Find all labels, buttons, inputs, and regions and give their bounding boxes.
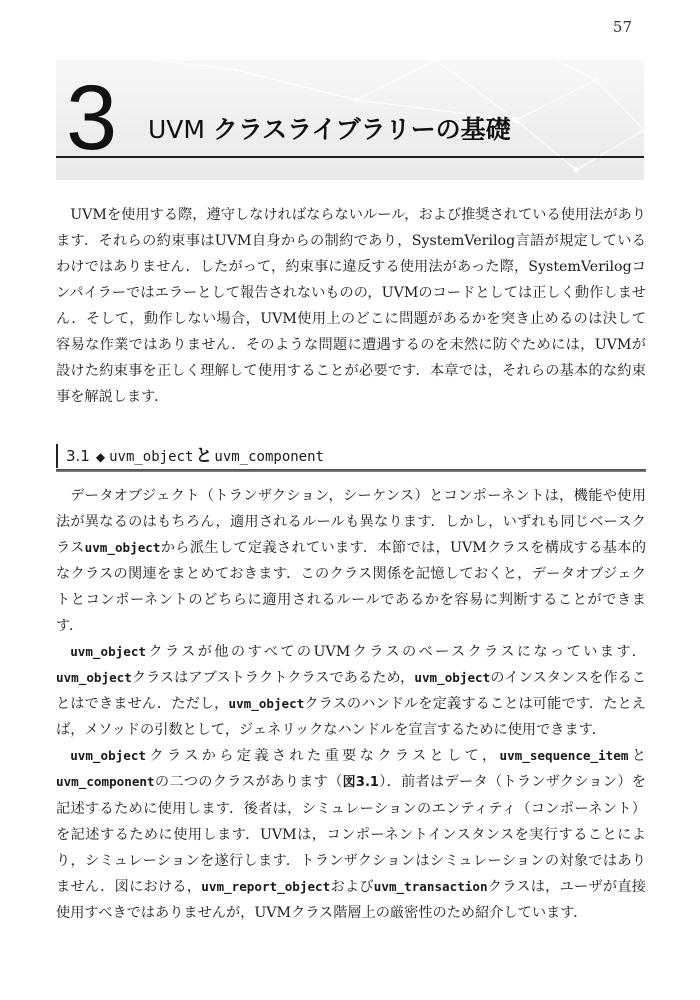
chapter-number: 3 [66, 67, 116, 169]
p3-text-d: ）．前者はデータ（トランザクション）を記述するために使用します．後者は，シミュレーションのエンティティ（コンポーネント）を記述するために使用します．UVMは，コンポーネントインスタンスを実行することにより，シミュレーションを遂行します．トランザクションはシミュレーションの対象ではありません．図における， [56, 774, 646, 895]
section-rule [56, 469, 646, 472]
p3-code-3: uvm_component [56, 774, 155, 789]
p1-code-1: uvm_object [84, 540, 161, 555]
p3-code-2: uvm_sequence_item [499, 748, 629, 763]
p2-code-3: uvm_object [414, 670, 491, 685]
chapter-rule [56, 156, 644, 158]
p3-text-c: の二つのクラスがあります（ [154, 774, 343, 790]
p2-code-2: uvm_object [56, 670, 132, 685]
section-heading [56, 440, 646, 468]
p2-text-c: のインスタンスを作ることはできません．ただし， [56, 670, 646, 712]
chapter-title-jp: クラスライブラリーの基礎 [212, 115, 511, 144]
p3-text-a: クラスから定義された重要なクラスとして， [146, 748, 500, 764]
p3-text-f: クラスは，ユーザが直接使用すべきではありませんが，UVMクラス階層上の厳密性のため紹介しています． [56, 879, 646, 921]
p3-code-1: uvm_object [70, 748, 147, 763]
paragraph-3 [56, 743, 646, 926]
p3-text-e: および [330, 879, 374, 895]
p1-text-a: データオブジェクト（トランザクション，シーケンス）とコンポーネントは，機能や使用法が異なるのはもちろん，適用されるルールも異なります．しかし，いずれも同じベースクラス [56, 488, 646, 556]
p2-code-1: uvm_object [70, 644, 147, 659]
section-joiner: と [195, 446, 213, 466]
p2-code-4: uvm_object [228, 696, 305, 711]
figure-reference: 図3.1 [342, 775, 379, 790]
p2-text-a: クラスが他のすべてのUVMクラスのベースクラスになっています． [146, 644, 646, 660]
diamond-icon: ◆ [95, 450, 106, 464]
intro-paragraph [56, 202, 646, 410]
chapter-title [148, 113, 511, 147]
page-number: 57 [612, 18, 632, 36]
p2-text-b: クラスはアブストラクトクラスであるため， [131, 670, 415, 686]
p1-text-b: から派生して定義されています．本節では，UVMクラスを構成する基本的なクラスの関連をまとめておきます．このクラス関係を記憶しておくと，データオブジェクトとコンポーネントのどちらに適用されるルールであるかを容易に判断することができます． [56, 540, 647, 634]
p3-code-4: uvm_report_object [201, 879, 331, 894]
section-code-b: uvm_component [214, 449, 324, 465]
p3-text-b: と [628, 748, 646, 764]
paragraph-1 [56, 483, 646, 639]
section-code-a: uvm_object [109, 449, 194, 465]
paragraph-2 [56, 639, 646, 743]
section-bar [56, 444, 58, 468]
intro-text: UVMを使用する際，遵守しなければならないルール，および推奨されている使用法があります．それらの約束事はUVM自身からの制約であり，SystemVerilog言語が規定しているわけではありません．したがって，約束事に違反する使用法があった際，SystemVerilogコンパイラーではエラーとして報告されないものの，UVMのコードとしては正しく動作しません．そして，動作しない場合，UVM使用上のどこに問題があるかを突き止めるのは決して容易な作業ではありません．そのような問題に遭遇するのを未然に防ぐためには，UVMが設けた約束事を正しく理解して使用することが必要です．本章では，それらの基本的な約束事を解説します． [56, 207, 646, 405]
p3-code-5: uvm_transaction [373, 879, 488, 894]
chapter-title-latin: UVM [148, 115, 213, 144]
p2-text-d: クラスのハンドルを定義することは可能です．たとえば，メソッドの引数として，ジェネリックなハンドルを宣言するために使用できます． [56, 696, 646, 738]
section-title [66, 444, 324, 469]
section-number: 3.1 [66, 447, 90, 465]
section-body [56, 483, 646, 926]
